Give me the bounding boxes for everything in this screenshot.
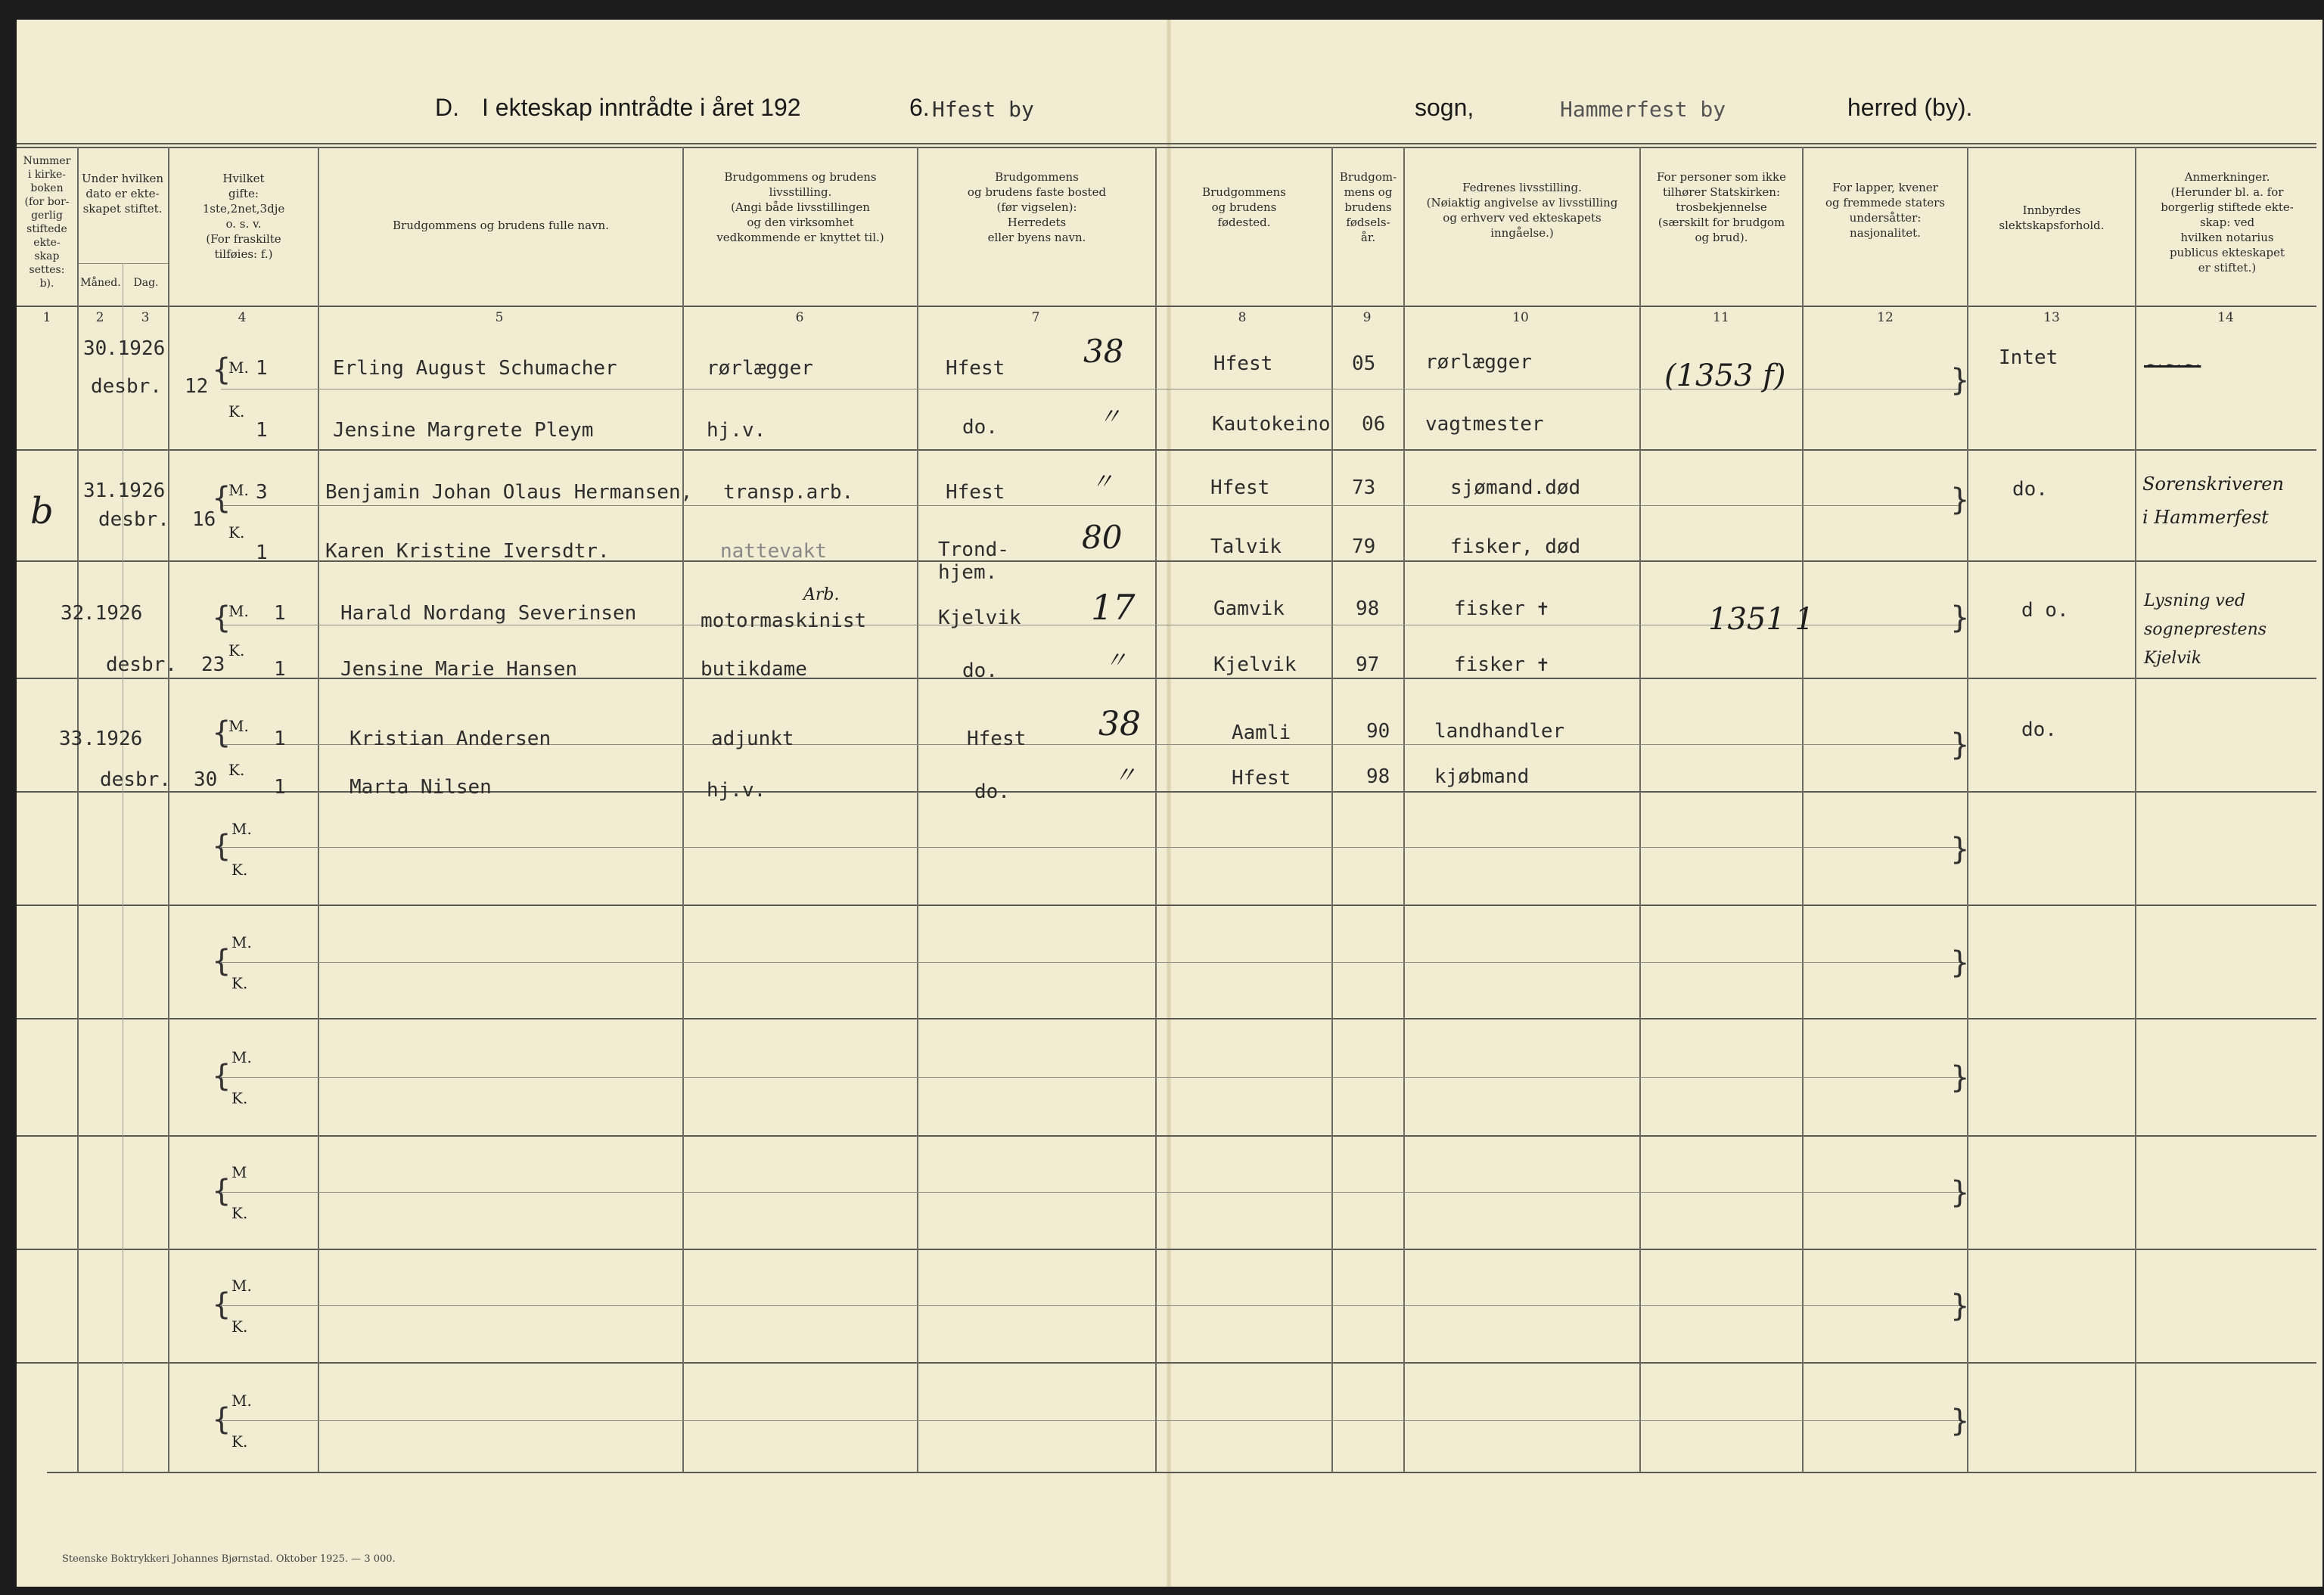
- entry-30-k-residence: do.: [962, 416, 998, 439]
- colnum-5: 5: [495, 310, 504, 325]
- entry-33-relation: do.: [2021, 718, 2057, 741]
- col-rule-12: [1967, 147, 1968, 1472]
- ledger-page: [17, 20, 2322, 1587]
- colnum-14: 14: [2217, 310, 2234, 325]
- entry-31-marker-k: K.: [228, 523, 245, 541]
- empty-5-brace-right: }: [1950, 1289, 1970, 1323]
- entry-31-m-name: Benjamin Johan Olaus Hermansen,: [325, 481, 693, 504]
- entry-30-year: .1926: [106, 337, 166, 360]
- empty-6-marker-m: M.: [231, 1392, 252, 1410]
- entry-30-k-residence-code: 〃: [1098, 404, 1121, 430]
- entry-31-m-residence-code: 〃: [1091, 469, 1114, 495]
- entry-32-m-residence-code: 17: [1091, 587, 1136, 628]
- entry-31-m-father: sjømand.død: [1450, 476, 1581, 499]
- empty-5-marker-k: K.: [231, 1317, 248, 1336]
- entry-33-month: desbr.: [100, 768, 171, 791]
- entry-31-k-residence-code: 80: [1082, 519, 1123, 556]
- entry-33-m-residence-code: 38: [1098, 705, 1141, 743]
- entry-33-m-gifte: 1: [274, 728, 286, 750]
- entry-31-month: desbr.: [98, 508, 169, 531]
- entry-30-m-gifte: 1: [256, 357, 268, 380]
- empty-6-divider: [221, 1420, 1961, 1421]
- entry-31-m-birthplace: Hfest: [1210, 476, 1270, 499]
- entry-30-month: desbr.: [91, 375, 162, 398]
- entry-33-k-father: kjøbmand: [1434, 765, 1530, 788]
- entry-32-m-birthplace: Gamvik: [1213, 597, 1285, 620]
- entry-33-m-occupation: adjunkt: [711, 728, 794, 750]
- entry-31-m-residence: Hfest: [946, 481, 1005, 504]
- colnum-12: 12: [1877, 310, 1894, 325]
- empty-3-marker-m: M.: [231, 1048, 252, 1066]
- entry-32-relation: d o.: [2021, 599, 2069, 622]
- rule-row-e4: [17, 1249, 2316, 1250]
- empty-4-brace-right: }: [1950, 1175, 1970, 1210]
- title-prefix: D.: [435, 94, 459, 121]
- entry-31-m-year: 73: [1352, 476, 1376, 499]
- entry-30-day: 12: [185, 375, 209, 398]
- entry-33-k-name: Marta Nilsen: [350, 776, 492, 799]
- entry-31-k-name: Karen Kristine Iversdtr.: [325, 540, 610, 563]
- empty-1-marker-k: K.: [231, 861, 248, 879]
- entry-33-brace-left: }: [212, 715, 231, 750]
- empty-2-brace-right: }: [1950, 945, 1970, 980]
- col-rule-7: [1155, 147, 1157, 1472]
- entry-31-k-year: 79: [1352, 535, 1376, 558]
- entry-32-k-name: Jensine Marie Hansen: [340, 658, 578, 681]
- empty-4-divider: [221, 1192, 1961, 1193]
- header-remarks: Anmerkninger. (Herunder bl. a. for borgerlig stiftede ekte- skap: ved hvilken notarius publicus ekteskapet er stiftet.): [2161, 170, 2294, 275]
- entry-30-m-birthplace: Hfest: [1213, 352, 1273, 375]
- entry-31-m-occupation: transp.arb.: [723, 481, 854, 504]
- entry-30-marker-m: M.: [228, 358, 249, 377]
- colnum-10: 10: [1512, 310, 1529, 325]
- entry-32-m-residence: Kjelvik: [938, 607, 1021, 629]
- entry-33-year: .1926: [83, 728, 143, 750]
- header-father: Fedrenes livsstilling. (Nøiaktig angivelse av livsstilling og erhverv ved ekteskapets inngåelse.): [1426, 181, 1618, 240]
- empty-4-marker-k: K.: [231, 1204, 248, 1222]
- rule-row-e1: [17, 905, 2316, 906]
- entry-32-k-gifte: 1: [274, 658, 286, 681]
- col-rule-3: [168, 147, 169, 1472]
- entry-31-marker-m: M.: [228, 481, 249, 499]
- entry-31-brace-left: }: [212, 481, 231, 516]
- empty-5-brace-left: }: [212, 1287, 231, 1322]
- empty-3-divider: [221, 1077, 1961, 1078]
- header-date: Under hvilken dato er ekte- skapet stiftet.: [81, 172, 164, 216]
- empty-4-brace-left: }: [212, 1174, 231, 1209]
- colnum-13: 13: [2043, 310, 2060, 325]
- col-rule-13: [2135, 147, 2136, 1472]
- entry-33-m-year: 90: [1366, 720, 1390, 743]
- header-faith: For personer som ikke tilhører Statskirken: trosbekjennelse (særskilt for brudgom og brud).: [1657, 170, 1786, 244]
- colnum-3: 3: [141, 310, 150, 325]
- empty-1-brace-right: }: [1950, 832, 1970, 867]
- empty-6-brace-left: }: [212, 1402, 231, 1437]
- entry-30-m-name: Erling August Schumacher: [333, 357, 617, 380]
- header-birthplace: Brudgommens og brudens fødested.: [1202, 185, 1286, 229]
- entry-32-m-father: fisker ✝: [1454, 597, 1549, 620]
- entry-31-k-gifte: 1: [256, 541, 268, 564]
- empty-6-brace-right: }: [1950, 1404, 1970, 1438]
- rule-header-bottom: [17, 306, 2316, 307]
- herred-label: herred (by).: [1847, 94, 1973, 121]
- entry-32-m-occupation-note: Arb.: [803, 585, 840, 604]
- rule-row-e3: [17, 1135, 2316, 1137]
- colnum-7: 7: [1031, 310, 1040, 325]
- entry-32-k-birthplace: Kjelvik: [1213, 653, 1297, 676]
- entry-33-number: 33: [59, 728, 83, 750]
- entry-32-year: .1926: [83, 602, 143, 625]
- col-rule-5: [682, 147, 684, 1472]
- empty-3-brace-right: }: [1950, 1060, 1970, 1095]
- header-number: Nummer i kirke- boken (for bor- gerlig stiftede ekte- skap settes: b).: [23, 155, 71, 290]
- header-residence: Brudgommens og brudens faste bosted (før vigselen): Herredets eller byens navn.: [967, 170, 1107, 244]
- entry-33-marker-m: M.: [228, 717, 249, 735]
- entry-33-k-residence-code: 〃: [1114, 762, 1136, 789]
- entry-31-k-father: fisker, død: [1450, 535, 1581, 558]
- entry-32-k-occupation: butikdame: [701, 658, 807, 681]
- entry-30-m-residence-code: 38: [1083, 333, 1124, 370]
- entry-30-k-occupation: hj.v.: [707, 419, 766, 442]
- entry-32-marker-m: M.: [228, 602, 249, 620]
- header-birthyear: Brudgom- mens og brudens fødsels- år.: [1339, 170, 1397, 244]
- col-rule-1: [77, 147, 79, 1472]
- header-occupation: Brudgommens og brudens livsstilling. (Angi både livsstillingen og den virksomhet vedkommende er knyttet til.): [716, 170, 884, 244]
- entry-31-relation: do.: [2012, 478, 2048, 501]
- empty-6-marker-k: K.: [231, 1432, 248, 1451]
- entry-32-m-gifte: 1: [274, 602, 286, 625]
- empty-1-brace-left: }: [212, 829, 231, 864]
- entry-30-k-year: 06: [1362, 413, 1386, 436]
- colnum-9: 9: [1362, 310, 1372, 325]
- entry-33-m-birthplace: Aamli: [1232, 721, 1291, 744]
- entry-33-m-name: Kristian Andersen: [350, 728, 551, 750]
- entry-31-k-birthplace: Talvik: [1210, 535, 1282, 558]
- entry-33-k-residence: do.: [974, 780, 1010, 803]
- entry-30-number: 30: [83, 337, 107, 360]
- entry-33-m-father: landhandler: [1434, 720, 1565, 743]
- entry-30-brace-left: }: [212, 352, 231, 387]
- entry-31-m-gifte: 3: [256, 481, 268, 504]
- col-rule-8: [1331, 147, 1333, 1472]
- colnum-11: 11: [1713, 310, 1729, 325]
- entry-30-remark: ~~~: [2144, 352, 2201, 379]
- entry-31-number: 31: [83, 479, 107, 502]
- col-rule-10: [1639, 147, 1641, 1472]
- sogn-label: sogn,: [1415, 94, 1474, 121]
- entry-32-faith: 1351 1: [1708, 602, 1814, 637]
- empty-2-marker-m: M.: [231, 933, 252, 951]
- header-name: Brudgommens og brudens fulle navn.: [393, 219, 609, 232]
- entry-30-k-gifte: 1: [256, 419, 268, 442]
- rule-top-2: [17, 147, 2316, 148]
- header-gifte: Hvilket gifte: 1ste,2net,3dje o. s. v. (For fraskilte tilføies: f.): [202, 172, 285, 261]
- title-text: I ekteskap inntrådte i året 192: [482, 94, 801, 121]
- entry-31-k-occupation: nattevakt: [720, 540, 827, 563]
- entry-32-k-residence: do.: [962, 659, 998, 682]
- entry-33-day: 30: [194, 768, 218, 791]
- header-nationality: For lapper, kvener og fremmede staters undersåtter: nasjonalitet.: [1825, 181, 1945, 240]
- empty-2-marker-k: K.: [231, 974, 248, 992]
- entry-33-k-birthplace: Hfest: [1232, 767, 1291, 790]
- title-year-digit: 6.: [909, 94, 930, 121]
- empty-2-brace-left: }: [212, 944, 231, 979]
- entry-32-marker-k: K.: [228, 641, 245, 659]
- entry-32-brace-right: }: [1950, 600, 1970, 635]
- entry-31-year: .1926: [106, 479, 166, 502]
- entry-33-k-year: 98: [1366, 765, 1390, 788]
- entry-31-margin-mark: b: [30, 490, 54, 532]
- entry-32-m-occupation: motormaskinist: [701, 610, 867, 632]
- empty-3-marker-k: K.: [231, 1089, 248, 1107]
- rule-row-30: [17, 449, 2316, 451]
- entry-32-brace-left: }: [212, 600, 231, 635]
- printer-imprint: Steenske Boktrykkeri Johannes Bjørnstad. Oktober 1925. — 3 000.: [62, 1553, 396, 1565]
- empty-1-divider: [221, 847, 1961, 848]
- entry-30-faith: (1353 f): [1664, 358, 1786, 393]
- empty-4-marker-m: M: [231, 1163, 247, 1181]
- entry-30-m-residence: Hfest: [946, 357, 1005, 380]
- header-relation: Innbyrdes slektskapsforhold.: [1999, 203, 2105, 232]
- header-day: Dag.: [133, 277, 159, 289]
- entry-30-k-name: Jensine Margrete Pleym: [333, 419, 594, 442]
- entry-30-k-birthplace: Kautokeino: [1212, 413, 1331, 436]
- empty-3-brace-left: }: [212, 1059, 231, 1094]
- entry-30-relation: Intet: [1999, 346, 2058, 369]
- entry-33-k-gifte: 1: [274, 776, 286, 799]
- entry-31-remark: Sorenskriveren i Hammerfest: [2142, 473, 2284, 528]
- entry-30-m-year: 05: [1352, 352, 1376, 375]
- rule-row-e5: [17, 1362, 2316, 1364]
- col-rule-6: [917, 147, 918, 1472]
- title-place: Hfest by: [932, 97, 1034, 122]
- entry-31-brace-right: }: [1950, 483, 1970, 517]
- entry-30-k-father: vagtmester: [1425, 413, 1544, 436]
- entry-32-m-name: Harald Nordang Severinsen: [340, 602, 637, 625]
- empty-5-marker-m: M.: [231, 1277, 252, 1295]
- empty-5-divider: [221, 1305, 1961, 1306]
- entry-33-k-occupation: hj.v.: [707, 779, 766, 802]
- header-month: Måned.: [80, 277, 121, 289]
- entry-31-day: 16: [192, 508, 216, 531]
- colnum-8: 8: [1238, 310, 1247, 325]
- entry-32-number: 32: [61, 602, 85, 625]
- entry-32-k-year: 97: [1356, 653, 1380, 676]
- page-fold: [1167, 20, 1171, 1587]
- entry-32-remark: Lysning ved sogneprestens Kjelvik: [2144, 591, 2267, 668]
- rule-bottom: [47, 1472, 2316, 1473]
- entry-33-marker-k: K.: [228, 761, 245, 779]
- col-rule-11: [1802, 147, 1804, 1472]
- empty-1-marker-m: M.: [231, 820, 252, 838]
- colnum-1: 1: [42, 310, 51, 325]
- herred-name: Hammerfest by: [1560, 97, 1726, 122]
- col-rule-4: [318, 147, 319, 1472]
- entry-31-k-residence: Trond- hjem.: [938, 538, 1009, 584]
- entry-30-m-occupation: rørlægger: [707, 357, 813, 380]
- entry-30-marker-k: K.: [228, 402, 245, 420]
- entry-31-divider: [221, 505, 1961, 506]
- entry-32-k-residence-code: 〃: [1105, 647, 1127, 674]
- colnum-2: 2: [95, 310, 104, 325]
- entry-33-m-residence: Hfest: [967, 728, 1027, 750]
- entry-30-brace-right: }: [1950, 363, 1970, 398]
- entry-32-day: 23: [201, 653, 225, 676]
- colnum-4: 4: [238, 310, 247, 325]
- entry-33-brace-right: }: [1950, 728, 1970, 762]
- empty-2-divider: [221, 962, 1961, 963]
- rule-top: [17, 143, 2316, 144]
- entry-32-m-year: 98: [1356, 597, 1380, 620]
- entry-32-k-father: fisker ✝: [1454, 653, 1549, 676]
- entry-32-month: desbr.: [106, 653, 177, 676]
- colnum-6: 6: [795, 310, 804, 325]
- entry-30-m-father: rørlægger: [1425, 351, 1532, 374]
- rule-row-e2: [17, 1018, 2316, 1019]
- col-rule-9: [1403, 147, 1405, 1472]
